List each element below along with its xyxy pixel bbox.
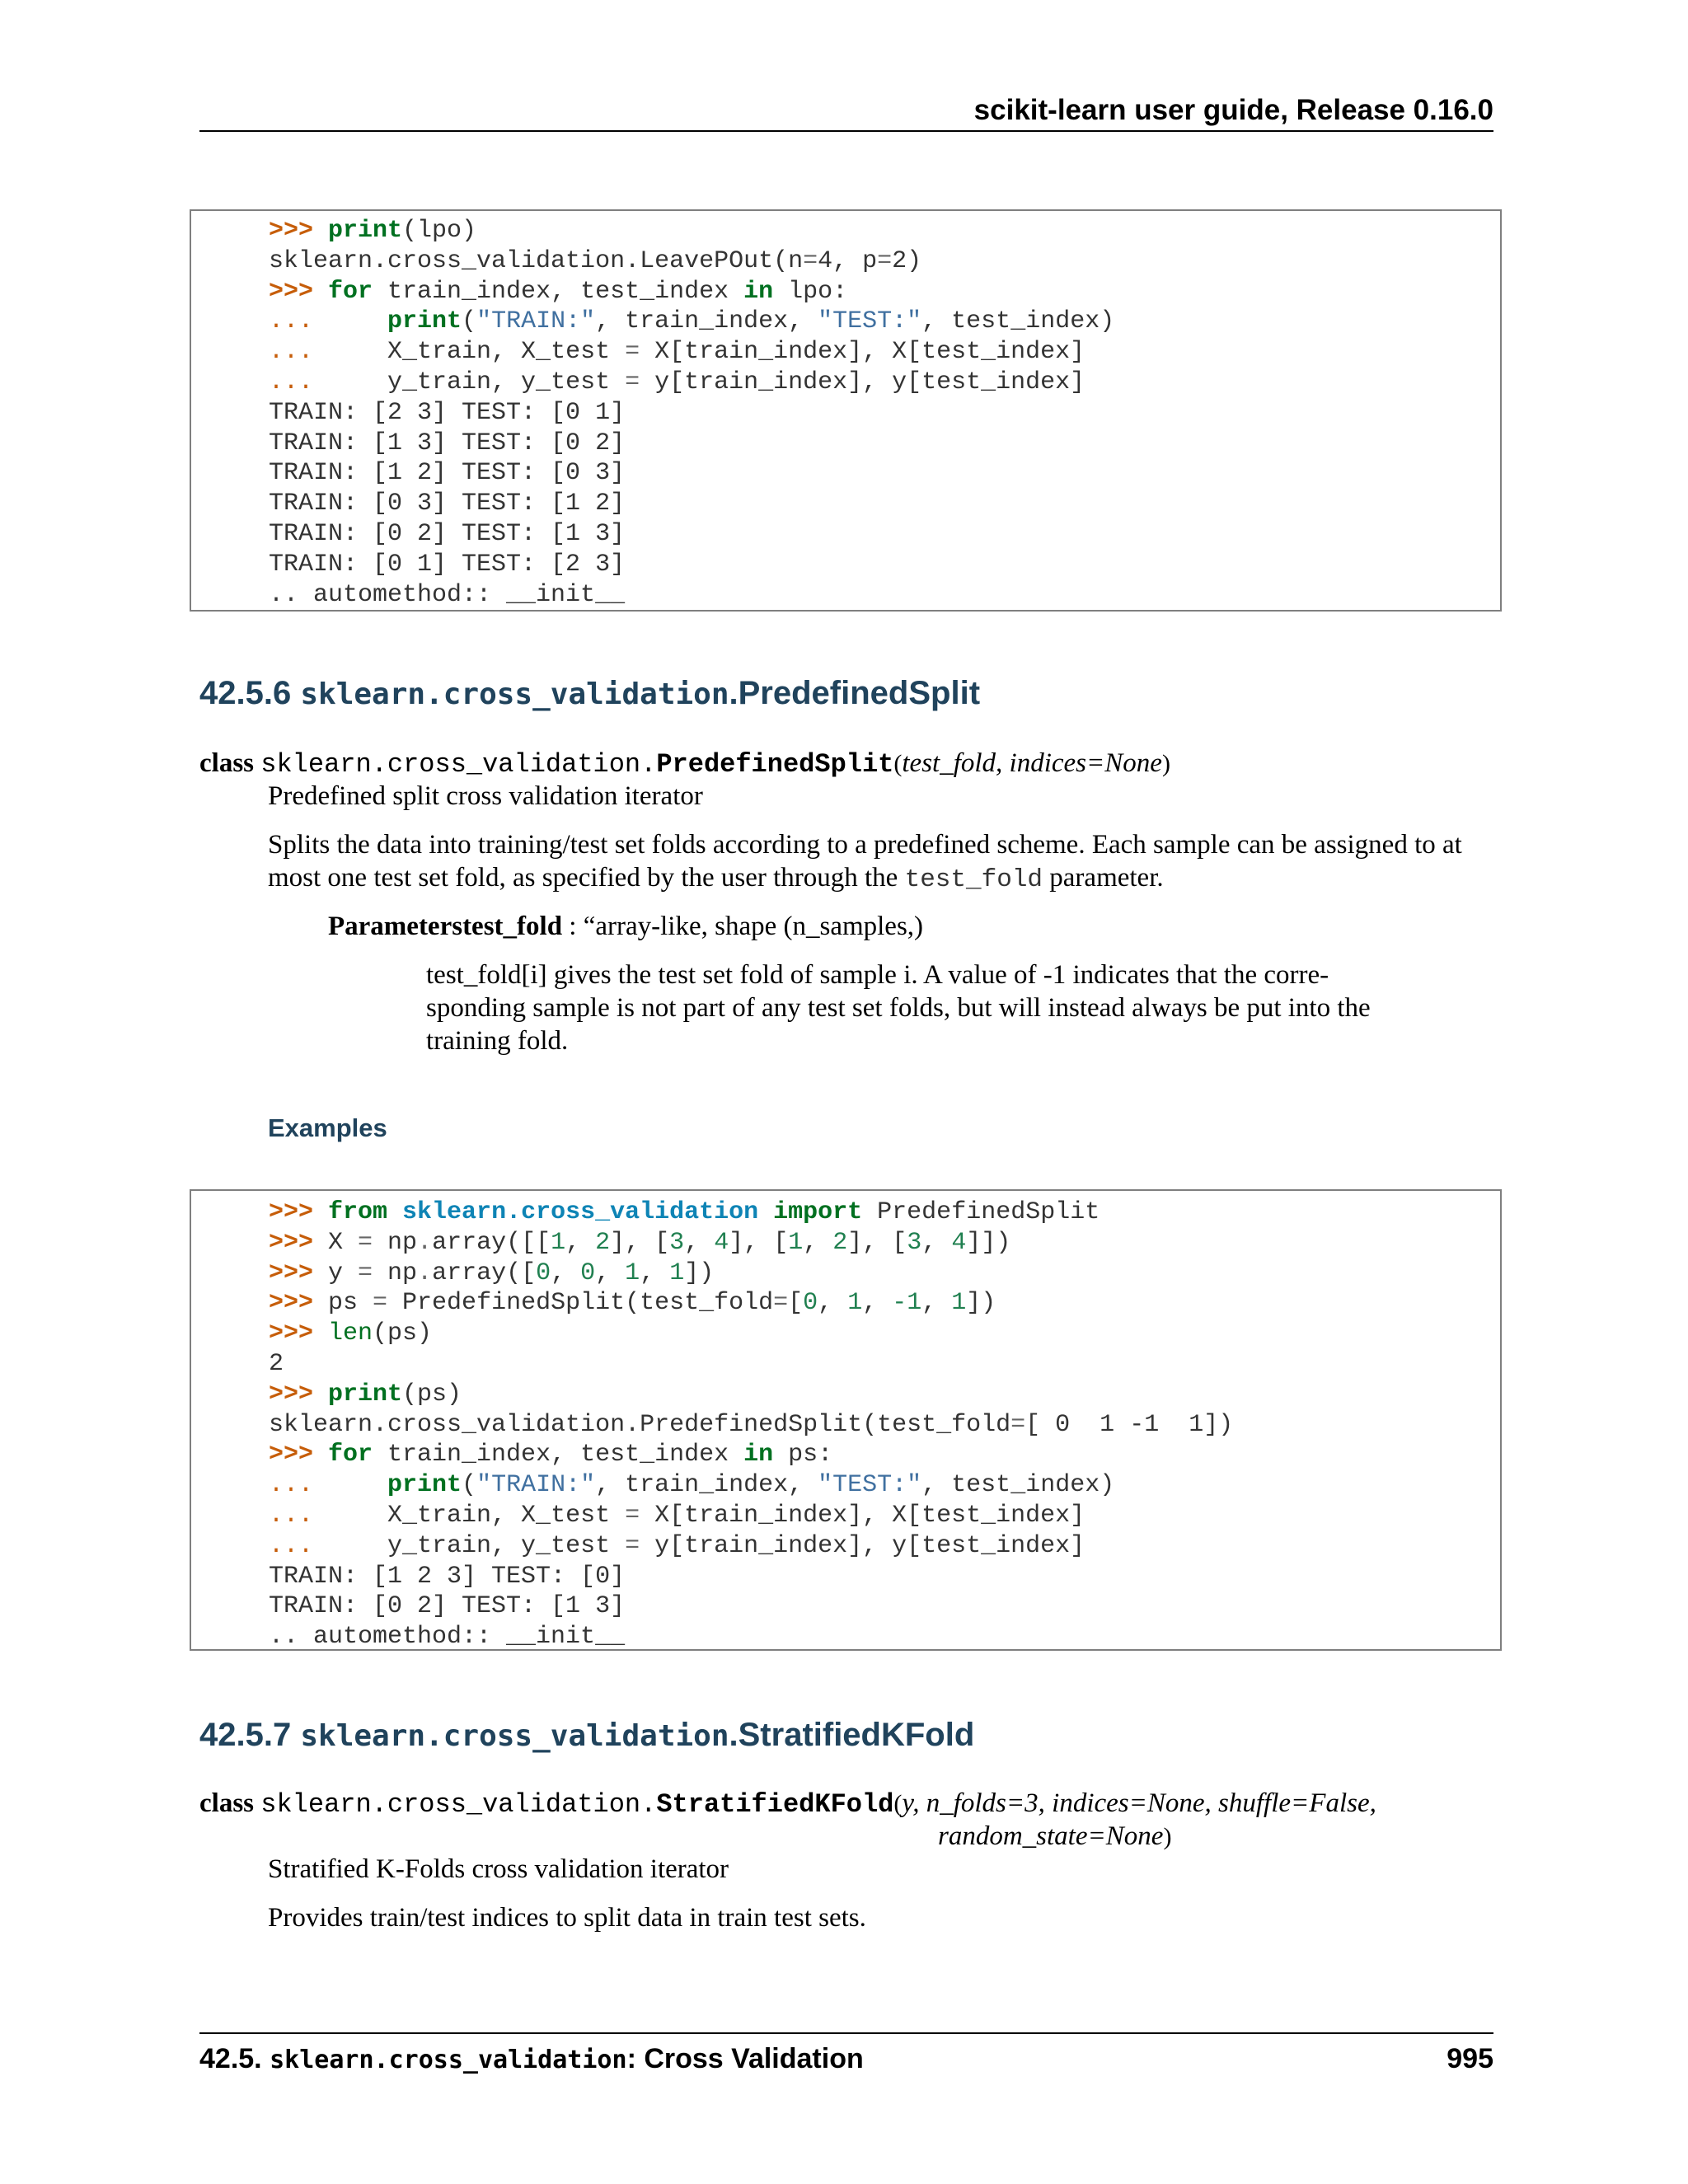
code-token: 1 — [788, 1228, 804, 1257]
signature-args-continuation — [938, 1820, 1171, 1854]
code-token: >>> — [269, 1441, 329, 1469]
section-number: 42.5.6 — [199, 675, 292, 711]
code-token: >>> — [269, 1380, 329, 1408]
signature-module: sklearn.cross_validation. — [260, 749, 657, 780]
code-token: print — [328, 217, 403, 245]
signature-args-cont: random_state=None — [938, 1821, 1164, 1851]
code-token: , train_index, — [595, 1471, 818, 1500]
section-class-name: .StratifiedKFold — [729, 1717, 975, 1753]
code-token: ], [ — [847, 1228, 907, 1257]
code-token: , — [551, 1258, 581, 1287]
code-token: from — [328, 1198, 388, 1226]
code-token: ], [ — [729, 1228, 789, 1257]
parameter-entry — [328, 910, 923, 943]
code-token: y[train_index], y[test_index] — [640, 368, 1085, 396]
code-token: 1 — [669, 1258, 685, 1287]
signature-module: sklearn.cross_validation. — [260, 1789, 657, 1820]
code-token: PredefinedSplit — [862, 1198, 1100, 1226]
code-token — [758, 1198, 773, 1226]
code-token: 1 — [951, 1289, 967, 1318]
code-token: train_index, test_index — [373, 1441, 744, 1469]
code-token: train_index, test_index — [373, 277, 744, 306]
code-token: , — [684, 1228, 715, 1257]
code-token: ], [ — [610, 1228, 670, 1257]
code-token: import — [773, 1198, 863, 1226]
code-token: >>> — [269, 1198, 329, 1226]
code-token: , — [595, 1258, 626, 1287]
code-token: 3 — [669, 1228, 685, 1257]
code-token: , — [818, 1289, 848, 1318]
code-token: 3 — [907, 1228, 922, 1257]
code-token: , test_index) — [921, 1471, 1115, 1500]
code-token: TRAIN: [0 1] TEST: [2 3] — [269, 550, 626, 579]
signature-class-name: StratifiedKFold — [656, 1789, 894, 1820]
running-header: scikit-learn user guide, Release 0.16.0 — [973, 94, 1493, 126]
code-token: "TRAIN:" — [476, 1471, 596, 1500]
code-token: (ps) — [373, 1319, 433, 1348]
code-token: 4 — [951, 1228, 967, 1257]
code-token: len — [328, 1319, 373, 1348]
code-token: sklearn.cross_validation — [402, 1198, 759, 1226]
code-token: TRAIN: [0 3] TEST: [1 2] — [269, 490, 626, 518]
code-token: print — [387, 1471, 462, 1500]
code-token: TRAIN: [2 3] TEST: [0 1] — [269, 398, 626, 427]
code-token: sklearn.cross_validation.PredefinedSplit(test_fold — [269, 1410, 1011, 1439]
code-token: X — [328, 1228, 359, 1257]
class-summary-predefinedsplit: Predefined split cross validation iterator — [268, 781, 703, 811]
code-token: lpo: — [773, 277, 848, 306]
signature-class-name: PredefinedSplit — [656, 749, 894, 780]
code-token: TRAIN: [0 2] TEST: [1 3] — [269, 519, 626, 548]
signature-close-paren: ) — [1163, 1823, 1172, 1850]
description-stratifiedkfold-line-1: Provides train/test indices to split data in train test sets. — [268, 1903, 866, 1933]
code-token: [ 0 1 -1 1]) — [1025, 1410, 1234, 1439]
class-signature-stratifiedkfold — [199, 1787, 1376, 1821]
inline-code-test-fold: test_fold — [904, 865, 1043, 894]
code-token: 1 — [625, 1258, 640, 1287]
code-token: ps: — [773, 1441, 833, 1469]
code-token: X_train, X_test — [387, 338, 626, 367]
parameter-description-line-3: training fold. — [426, 1026, 569, 1056]
signature-close-paren: ) — [1161, 750, 1170, 777]
code-token: for — [328, 277, 373, 306]
code-block-leavepout[interactable] — [190, 209, 1502, 612]
page-number: 995 — [1447, 2043, 1493, 2074]
class-keyword: class — [199, 748, 254, 778]
code-token: y[train_index], y[test_index] — [640, 1531, 1085, 1560]
code-token: = — [625, 1531, 640, 1560]
signature-args: y, n_folds=3, indices=None, shuffle=False, — [902, 1788, 1376, 1818]
code-token: ... — [269, 1531, 388, 1560]
class-keyword: class — [199, 1788, 254, 1818]
code-token: TRAIN: [1 2 3] TEST: [0] — [269, 1562, 626, 1591]
code-token: = — [373, 1289, 388, 1318]
code-token: = — [877, 246, 893, 275]
code-token — [387, 1198, 402, 1226]
code-token: = — [803, 246, 818, 275]
code-token: in — [743, 1441, 774, 1469]
code-token: ... — [269, 368, 388, 396]
code-token: = — [773, 1289, 789, 1318]
code-token: 0 — [803, 1289, 818, 1318]
code-token: >>> — [269, 1289, 329, 1318]
code-token: np — [373, 1258, 418, 1287]
footer-section-title — [199, 2041, 864, 2079]
section-module: sklearn.cross_validation — [300, 1719, 729, 1753]
code-token: 4, p — [818, 246, 878, 275]
code-token: PredefinedSplit(test_fold — [387, 1289, 774, 1318]
code-token: ... — [269, 1501, 388, 1530]
description-line-2 — [268, 861, 1164, 897]
code-token: , — [862, 1289, 893, 1318]
code-token: 1 — [551, 1228, 566, 1257]
code-token: -1 — [892, 1289, 922, 1318]
code-token: "TRAIN:" — [476, 307, 596, 336]
code-token: "TEST:" — [818, 1471, 922, 1500]
code-token: print — [387, 307, 462, 336]
code-token: = — [625, 1501, 640, 1530]
code-token: 2 — [832, 1228, 848, 1257]
code-token: . — [417, 1228, 433, 1257]
footer-module: sklearn.cross_validation — [270, 2046, 627, 2074]
code-token: (ps) — [402, 1380, 462, 1408]
code-block-predefinedsplit-example-text — [191, 1191, 1500, 1652]
code-token: . — [417, 1258, 433, 1287]
examples-heading: Examples — [268, 1113, 387, 1142]
code-token: y — [328, 1258, 359, 1287]
code-token: ( — [462, 307, 477, 336]
code-token: [ — [788, 1289, 804, 1318]
parameter-type: : “array-like, shape (n_samples,) — [562, 912, 924, 941]
code-token: = — [1010, 1410, 1026, 1439]
code-token: ]) — [684, 1258, 715, 1287]
code-token: , — [565, 1228, 596, 1257]
code-token: , — [921, 1289, 952, 1318]
code-token: X[train_index], X[test_index] — [640, 1501, 1085, 1530]
code-token: >>> — [269, 1319, 329, 1348]
code-token: "TEST:" — [818, 307, 922, 336]
code-token: ps — [328, 1289, 373, 1318]
code-token: , test_index) — [921, 307, 1115, 336]
code-token: >>> — [269, 1228, 329, 1257]
code-token: ]) — [966, 1289, 996, 1318]
code-token: 4 — [714, 1228, 729, 1257]
code-token: 2) — [892, 246, 922, 275]
code-token: array([ — [432, 1258, 537, 1287]
code-token: , train_index, — [595, 307, 818, 336]
code-token: sklearn.cross_validation.LeavePOut(n — [269, 246, 804, 275]
code-token: 2 — [595, 1228, 611, 1257]
code-token: = — [358, 1258, 373, 1287]
section-module: sklearn.cross_validation — [300, 677, 729, 711]
section-heading-stratifiedkfold — [199, 1714, 974, 1757]
header-rule — [199, 130, 1493, 132]
code-token: ]]) — [966, 1228, 1011, 1257]
code-token: ... — [269, 307, 388, 336]
code-token: in — [743, 277, 774, 306]
code-token: >>> — [269, 1258, 329, 1287]
code-token: print — [328, 1380, 403, 1408]
code-token: np — [373, 1228, 418, 1257]
code-token: .. automethod:: __init__ — [269, 1623, 626, 1652]
code-token: >>> — [269, 217, 329, 245]
code-token: TRAIN: [0 2] TEST: [1 3] — [269, 1592, 626, 1621]
code-token: 2 — [269, 1349, 284, 1378]
signature-args: test_fold, indices=None — [902, 748, 1162, 778]
footer-title: : Cross Validation — [626, 2043, 864, 2074]
code-token: for — [328, 1441, 373, 1469]
code-token: (lpo) — [402, 217, 477, 245]
code-token: = — [358, 1228, 373, 1257]
signature-open-paren: ( — [893, 1790, 903, 1817]
code-token: X_train, X_test — [387, 1501, 626, 1530]
code-token: 0 — [580, 1258, 596, 1287]
section-heading-predefinedsplit — [199, 673, 980, 715]
footer-section-number: 42.5. — [199, 2043, 262, 2074]
code-token: ... — [269, 338, 388, 367]
code-token: TRAIN: [1 2] TEST: [0 3] — [269, 459, 626, 488]
code-token: ... — [269, 1471, 388, 1500]
section-class-name: .PredefinedSplit — [729, 675, 981, 711]
parameter-description-line-2: sponding sample is not part of any test set folds, but will instead always be put into the — [426, 993, 1371, 1023]
code-token: .. automethod:: __init__ — [269, 580, 626, 609]
parameters-label: Parameterstest_fold — [328, 912, 563, 941]
code-block-leavepout-text — [191, 211, 1500, 610]
code-token: >>> — [269, 277, 329, 306]
code-token: , — [803, 1228, 833, 1257]
section-number: 42.5.7 — [199, 1717, 292, 1753]
code-token: , — [921, 1228, 952, 1257]
footer-rule — [199, 2032, 1493, 2034]
code-token: TRAIN: [1 3] TEST: [0 2] — [269, 429, 626, 457]
description-line-2-start: most one test set fold, as specified by the user through the — [268, 863, 905, 893]
code-token: y_train, y_test — [387, 368, 626, 396]
description-line-2-end: parameter. — [1043, 863, 1164, 893]
code-token: 0 — [536, 1258, 551, 1287]
class-summary-stratifiedkfold: Stratified K-Folds cross validation iterator — [268, 1854, 729, 1884]
class-signature-predefinedsplit — [199, 747, 1170, 781]
code-token: array([[ — [432, 1228, 551, 1257]
code-token: 1 — [847, 1289, 863, 1318]
parameter-description-line-1: test_fold[i] gives the test set fold of sample i. A value of -1 indicates that the corre- — [426, 960, 1329, 990]
code-token: ( — [462, 1471, 477, 1500]
code-token: = — [625, 338, 640, 367]
code-token: y_train, y_test — [387, 1531, 626, 1560]
description-line-1: Splits the data into training/test set folds according to a predefined scheme. Each sample can be assigned to at — [268, 830, 1462, 860]
code-token: , — [640, 1258, 670, 1287]
signature-open-paren: ( — [893, 750, 903, 777]
code-token: X[train_index], X[test_index] — [640, 338, 1085, 367]
code-token: = — [625, 368, 640, 396]
code-block-predefinedsplit-example[interactable] — [190, 1189, 1502, 1651]
